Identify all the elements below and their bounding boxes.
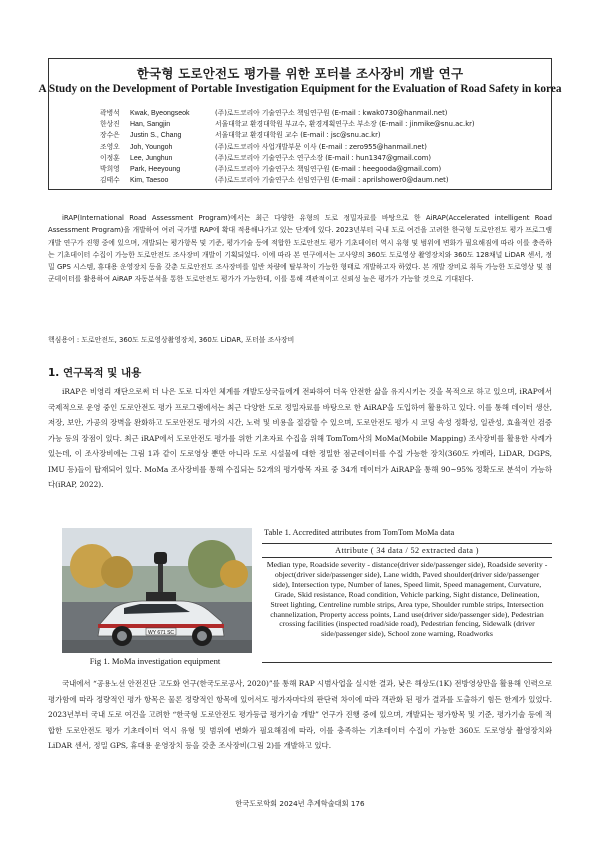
author-affiliation: (주)로드코리아 기술연구소 연구소장 (E-mail : hun1347@gmail.com)	[215, 153, 432, 162]
author-list	[100, 108, 530, 186]
author-affiliation: (주)로드코리아 사업개발부문 이사 (E-mail : zero955@hanmail.net)	[215, 142, 427, 151]
author-row	[100, 164, 530, 175]
keywords: 핵심용어 : 도로안전도, 360도 도로영상촬영장치, 360도 LiDAR, 포터블 조사장비	[48, 336, 295, 344]
abstract: iRAP(International Road Assessment Program)에서는 최근 다양한 유형의 도로 정밀자료를 바탕으로 한 AiRAP(Accelerated intelligent Road Assessment Program)을 개발하여 여러 국가별 RAP에 확대 적용해나가고 있는 단계에 있다. 2023년부터 국내 도로 여건을 고려한 한국형 도로안전도 평가 프로그램 개발 연구가 진행 중에 있으며, 개발되는 평가항목 및 기준, 평가기술 등에 적합한 도로안전도 평가 기초데이터 역시 유형 및 범위에 변화가 필요해짐에 따라 이를 충족하는 기초데이터 수집이 가능한 도로안전도 조사장비 개발이 기획되었다. 이에 따라 본 연구에서는 고사양의 360도 도로영상 촬영장치와 360도 128채널 LiDAR 센서, 정밀 GPS 시스템, 휴대용 운영장치 등을 갖춘 도로안전도 조사장비를 일반 차량에 탈부착이 가능한 형태로 개발하고자 하였다. 본 개발 장비로 취득 가능한 도로영상 및 점군데이터를 활용하여 AiRAP 자동분석을 통한 도로안전도 평가가 가능한데, 이를 통해 객관적이고 신뢰성 높은 평가가 가능할 것으로 기대된다.	[48, 214, 552, 284]
table-caption: Table 1. Accredited attributes from TomTom MoMa data	[264, 528, 455, 537]
author-affiliation: 서울대학교 환경대학원 교수 (E-mail : jsc@snu.ac.kr)	[215, 131, 381, 140]
author-row	[100, 119, 530, 130]
page-footer: 한국도로학회 2024년 추계학술대회 176	[235, 799, 365, 808]
author-name-ko: 박희영	[100, 164, 120, 173]
author-row	[100, 108, 530, 119]
author-name-ko: 장수은	[100, 131, 120, 140]
author-affiliation: (주)로드코리아 기술연구소 선임연구원 (E-mail : aprilshower0@daum.net)	[215, 176, 449, 185]
author-row	[100, 153, 530, 164]
author-row	[100, 142, 530, 153]
figure-caption: Fig 1. MoMa investigation equipment	[89, 656, 221, 666]
section-title: 1. 연구목적 및 내용	[48, 367, 142, 379]
paper-title-english: A Study on the Development of Portable Investigation Equipment for the Evaluation of Road Safety in korea	[38, 83, 562, 95]
moma-vehicle-photo	[62, 528, 252, 653]
author-name-ko: 한상진	[100, 120, 120, 129]
author-row	[100, 175, 530, 186]
table-header: Attribute ( 34 data / 52 extracted data )	[262, 544, 552, 558]
author-name-en: Han, Sangjin	[130, 121, 171, 129]
author-name-en: Lee, Junghun	[130, 154, 173, 162]
author-name-ko: 곽병석	[100, 109, 120, 117]
license-plate: WY 671 SC	[147, 629, 175, 636]
author-name-ko: 조영오	[100, 142, 120, 151]
body-paragraph-1: iRAP은 비영리 재단으로써 더 나은 도로 디자인 체계를 개발도상국들에게 전파하여 더욱 안전한 삶을 유지시키는 것을 목적으로 하고 있으며, iRAP에서 국제적으로 운영 중인 도로안전도 평가 프로그램에서는 최근 다양한 도로 정밀자료를 바탕으로 한 AiRAP을 도입하여 활용하고 있다. 이를 통해 데이터 생산, 저장, 보안, 가공의 장벽을 완화하고 도로안전도 평가의 시간, 노력 및 비용을 절감할 수 있으며, 도로안전도 평가 시 코딩 속성 정확성, 일관성, 효율적인 검증 가능 등의 장점이 있다. 최근 iRAP에서 도로안전도 평가를 위한 기초자료 수집을 위해 TomTom사의 MoMa(Mobile Mapping) 조사장비를 활용한 사례가 있는데, 이 조사장비에는 그림 1과 같이 도로영상 뿐만 아니라 도로 시설물에 대한 정밀한 점군데이터를 수집 가능한 장치(360도 카메라, LiDAR, DGPS, IMU 등)들이 탑재되어 있다. MoMa 조사장비를 통해 수집되는 52개의 평가항목 자료 중 34개 데이터가 AiRAP을 통해 90~95% 정확도로 분석이 가능하다(iRAP, 2022).	[48, 387, 552, 489]
author-name-ko: 이정훈	[100, 153, 120, 162]
paper-title-korean: 한국형 도로안전도 평가를 위한 포터블 조사장비 개발 연구	[136, 66, 464, 81]
body-paragraph-2: 국내에서 “공용노선 안전진단 고도화 연구(한국도로공사, 2020)”를 통해 RAP 시범사업을 실시한 결과, 낮은 해상도(1K) 전방영상만을 활용해 인력으로 평가함에 따라 정량적인 평가 항목은 물론 정량적인 항목에 있어서도 평가자마다의 판단력 차이에 따라 객관화 된 평가 결과를 도출하기 힘든 한계가 있었다. 2023년부터 국내 도로 여건을 고려한 “한국형 도로안전도 평가등급 평가기술 개발” 연구가 진행 중에 있으며, 개발되는 평가항목 및 기준, 평가기술 등에 적합한 도로안전도 평가 기초데이터 역시 유형 및 범위에 변화가 필요해짐에 따라, 이를 충족하는 기초데이터 수집이 가능한 360도 도로영상 촬영장치와 LiDAR 센서, 정밀 GPS, 휴대용 운영장치 등을 갖춘 조사장비(그림 2)를 개발하고 있다.	[48, 679, 552, 750]
author-affiliation: (주)로드코리아 기술연구소 책임연구원 (E-mail : kwak0730@hanmail.net)	[215, 109, 448, 117]
author-affiliation: (주)로드코리아 기술연구소 책임연구원 (E-mail : heegooda@gmail.com)	[215, 164, 442, 173]
table-body: Median type, Roadside severity - distance(driver side/passenger side), Roadside severity - object(driver side/passenger side), Lane width, Paved shoulder(driver side/passenger side), Intersection type, Number of lanes, Speed limit, Speed management, Curvature, Grade, Skid resistance, Road condition, Vehicle parking, Sight distance, Delineation, Street lighting, Centreline rumble strips, Area type, Shoulder rumble strips, Intersection channelization, Property access points, Land use(driver side/passenger side), Pedestrian crossing facilities (inspected road/side road), Pedestrian fencing, Sidewalk (driver side/passenger side), School zone warning, Roadworks	[266, 560, 548, 639]
author-name-en: Joh, Youngoh	[130, 143, 173, 151]
author-name-ko: 김태수	[100, 176, 120, 185]
author-name-en: Kwak, Byeongseok	[130, 110, 190, 117]
author-name-en: Kim, Taesoo	[130, 177, 169, 185]
author-name-en: Justin S., Chang	[130, 132, 182, 140]
figure-moma-vehicle	[62, 528, 252, 653]
author-name-en: Park, Heeyoung	[130, 165, 181, 173]
author-row	[100, 130, 530, 141]
author-affiliation: 서울대학교 환경대학원 부교수, 환경계획연구소 부소장 (E-mail : jinmike@snu.ac.kr)	[215, 120, 475, 129]
attribute-table	[262, 543, 552, 663]
